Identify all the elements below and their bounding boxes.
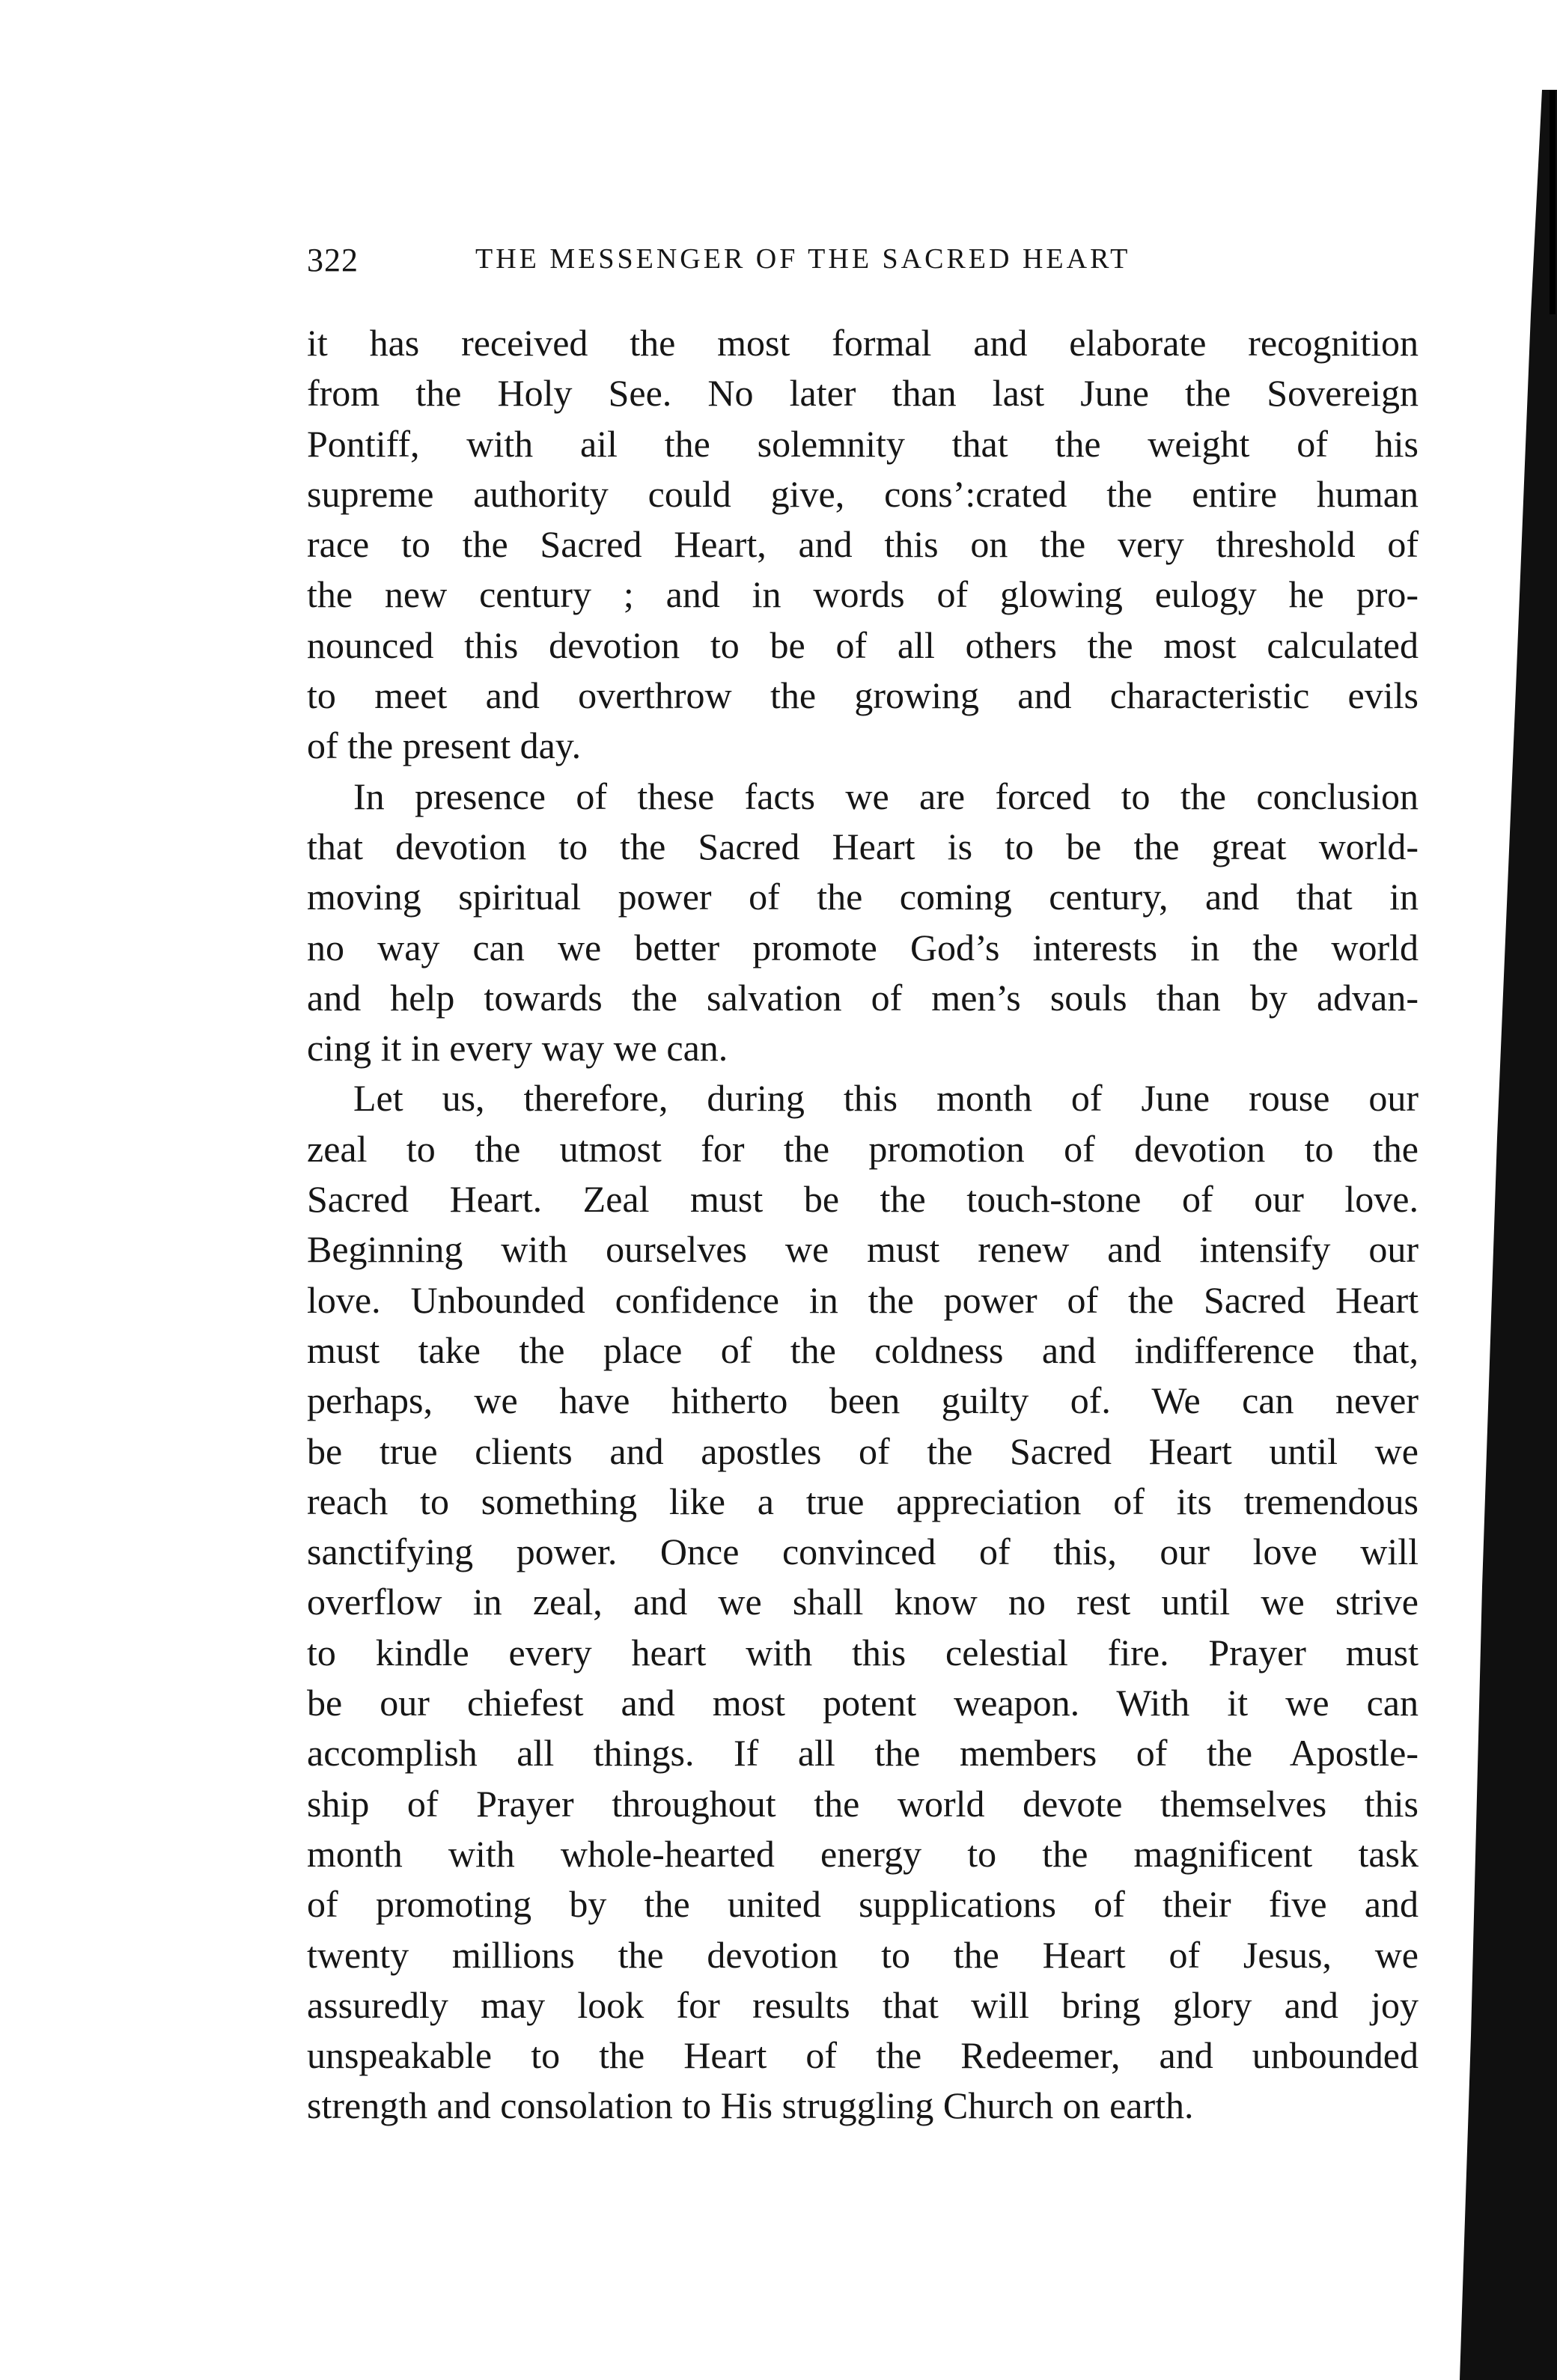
text-line: zeal to the utmost for the promotion of devotion to the [307,1127,1419,1170]
text-line: reach to something like a true appreciation of its tremendous [307,1480,1419,1522]
text-line: Sacred Heart. Zeal must be the touch-stone of our love. [307,1178,1419,1221]
text-line: of the present day. [307,724,582,767]
text-line: of promoting by the united supplications of their five and [307,1883,1419,1926]
text-line: unspeakable to the Heart of the Redeemer, and unbounded [307,2034,1419,2077]
running-head: THE MESSENGER OF THE SACRED HEART [475,243,1131,275]
text-line: moving spiritual power of the coming century, and that in [307,876,1419,918]
text-line: be true clients and apostles of the Sacred Heart until we [307,1429,1419,1472]
text-line: perhaps, we have hitherto been guilty of. We can never [307,1379,1419,1422]
text-line: race to the Sacred Heart, and this on the very threshold of [307,523,1419,566]
page-header [307,241,1411,286]
text-line: twenty millions the devotion to the Heart of Jesus, we [307,1933,1419,1976]
text-line: and help towards the salvation of men’s souls than by advan- [307,976,1419,1019]
text-line: no way can we better promote God’s interests in the world [307,926,1419,968]
page-number: 322 [307,242,359,278]
text-line: supreme authority could give, cons’:crated the entire human [307,472,1419,515]
text-line: In presence of these facts we are forced to the conclusion [353,775,1419,817]
text-line: overflow in zeal, and we shall know no rest until we strive [307,1581,1419,1623]
text-line: the new century ; and in words of glowing eulogy he pro- [307,573,1419,616]
text-line: nounced this devotion to be of all others the most calculated [307,623,1419,666]
text-line: ship of Prayer throughout the world devote themselves this [307,1782,1419,1825]
text-line: it has received the most formal and elaborate recognition [307,322,1419,364]
text-line: be our chiefest and most potent weapon. With it we can [307,1682,1419,1724]
text-line: must take the place of the coldness and indifference that, [307,1328,1419,1371]
paragraph [307,772,1419,1074]
body-text [307,318,1419,2132]
text-line: that devotion to the Sacred Heart is to be the great world- [307,825,1419,867]
text-line: from the Holy See. No later than last June the Sovereign [307,372,1419,415]
text-line: Pontiff, with ail the solemnity that the weight of his [307,422,1419,465]
text-line: to kindle every heart with this celestial fire. Prayer must [307,1631,1419,1673]
text-line: assuredly may look for results that will bring glory and joy [307,1983,1419,2026]
page-edge-shadow [1445,90,1557,2380]
text-line: cing it in every way we can. [307,1027,728,1070]
text-line: to meet and overthrow the growing and characteristic evils [307,674,1419,717]
paragraph [307,318,1419,772]
paragraph [307,1073,1419,2131]
text-line: Beginning with ourselves we must renew and intensify our [307,1228,1419,1271]
text-line: month with whole-hearted energy to the magnificent task [307,1832,1419,1875]
text-line: accomplish all things. If all the members of the Apostle- [307,1732,1419,1775]
text-line: love. Unbounded confidence in the power of the Sacred Heart [307,1278,1419,1321]
text-line: strength and consolation to His struggling Church on earth. [307,2084,1194,2127]
text-line: sanctifying power. Once convinced of this, our love will [307,1531,1419,1573]
text-line: Let us, therefore, during this month of June rouse our [353,1077,1419,1120]
